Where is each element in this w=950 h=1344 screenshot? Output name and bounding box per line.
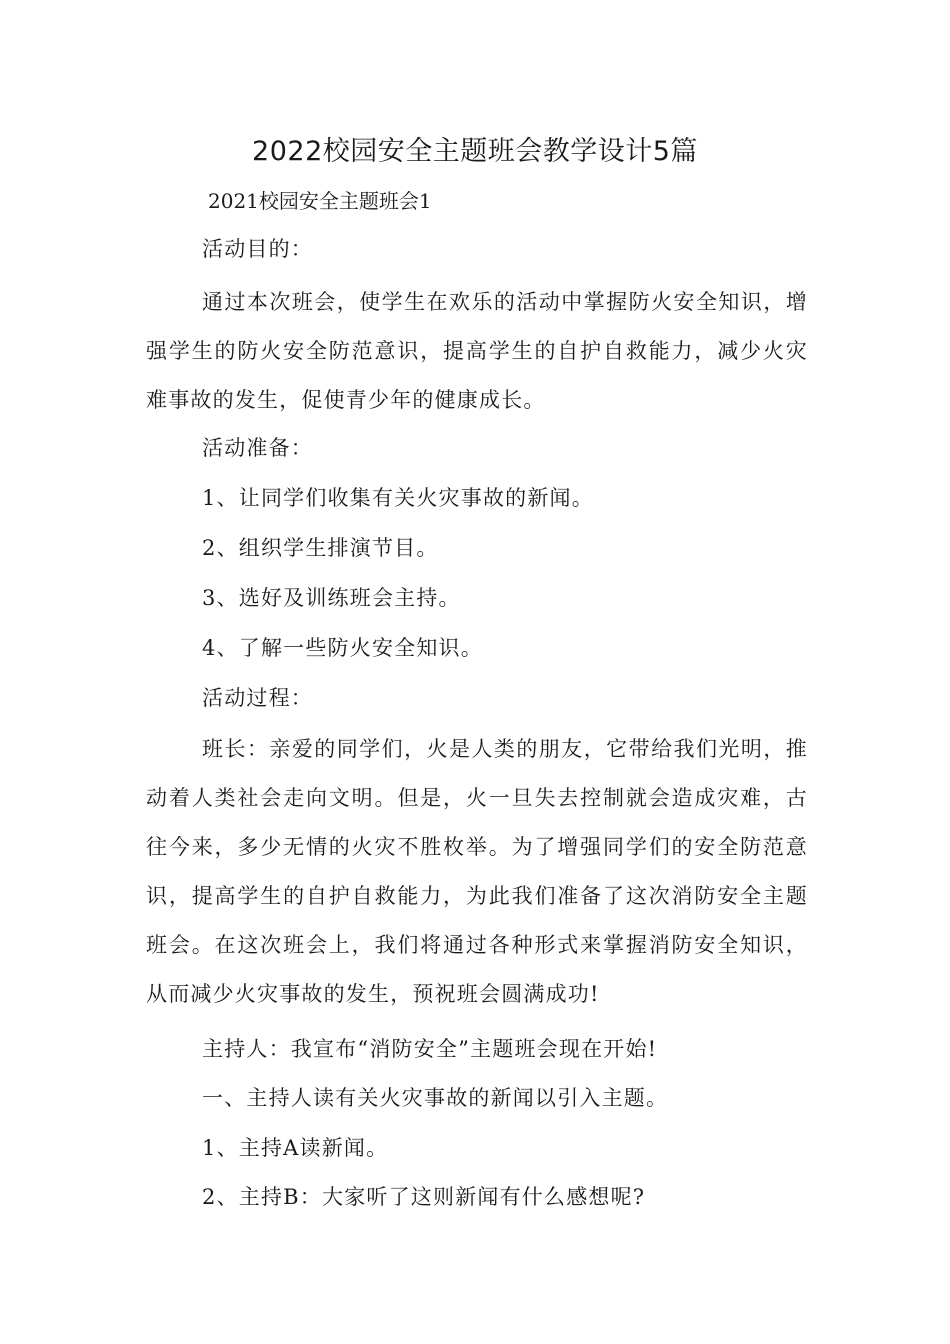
list-item-preparation-4: 4、了解一些防火安全知识。 — [202, 636, 483, 660]
paragraph-host-announcement: 主持人：我宣布“消防安全”主题班会现在开始! — [202, 1037, 658, 1061]
list-item-host-a: 1、主持A读新闻。 — [202, 1136, 389, 1160]
document-title: 2022校园安全主题班会教学设计5篇 — [252, 136, 698, 167]
paragraph-section-one: 一、主持人读有关火灾事故的新闻以引入主题。 — [202, 1086, 669, 1110]
heading-activity-goal: 活动目的： — [202, 237, 313, 261]
paragraph-activity-goal: 通过本次班会，使学生在欢乐的活动中掌握防火安全知识，增强学生的防火安全防范意识，提高学生的自护自救能力，减少火灾难事故的发生，促使青少年的健康成长。 — [146, 290, 808, 412]
heading-activity-preparation: 活动准备： — [202, 436, 313, 460]
heading-activity-process: 活动过程： — [202, 686, 313, 710]
document-subtitle: 2021校园安全主题班会1 — [208, 189, 432, 213]
list-item-host-b: 2、主持B：大家听了这则新闻有什么感想呢? — [202, 1185, 646, 1209]
list-item-preparation-1: 1、让同学们收集有关火灾事故的新闻。 — [202, 486, 594, 510]
list-item-preparation-2: 2、组织学生排演节目。 — [202, 536, 439, 560]
paragraph-monitor-speech: 班长：亲爱的同学们，火是人类的朋友，它带给我们光明，推动着人类社会走向文明。但是，火一旦失去控制就会造成灾难，古往今来，多少无情的火灾不胜枚举。为了增强同学们的安全防范意识，提高学生的自护自救能力，为此我们准备了这次消防安全主题班会。在这次班会上，我们将通过各种形式来掌握消防安全知识，从而减少火灾事故的发生，预祝班会圆满成功! — [146, 737, 808, 1006]
list-item-preparation-3: 3、选好及训练班会主持。 — [202, 586, 461, 610]
